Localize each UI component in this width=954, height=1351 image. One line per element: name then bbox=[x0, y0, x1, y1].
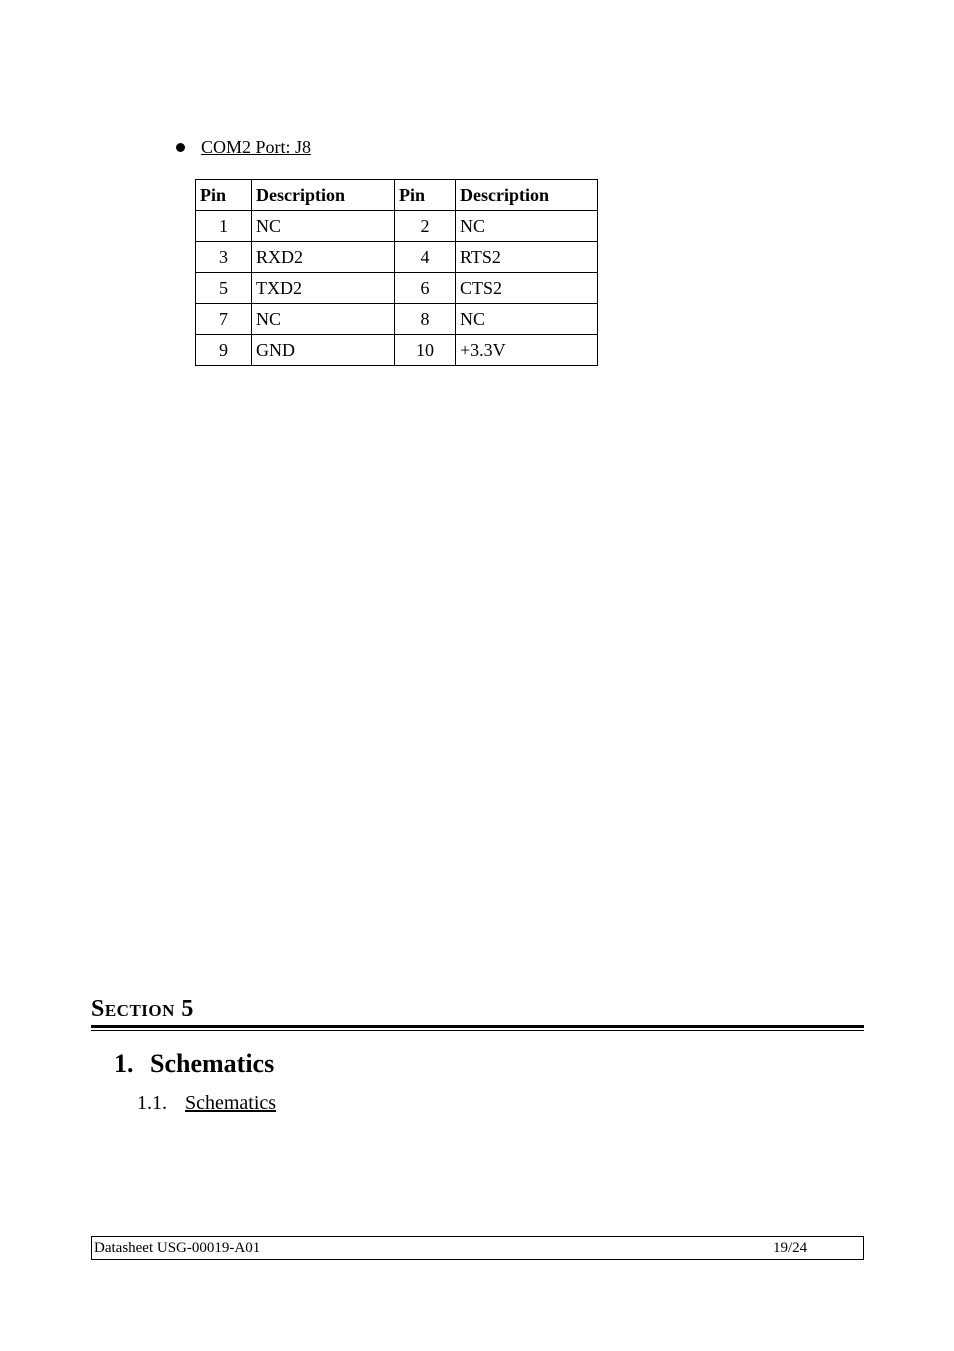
pin-cell: 4 bbox=[395, 242, 456, 273]
section-rule-thin bbox=[91, 1030, 864, 1031]
footer-page-number: 19/24 bbox=[773, 1240, 808, 1256]
description-cell: TXD2 bbox=[252, 273, 395, 304]
description-cell: +3.3V bbox=[456, 335, 598, 366]
section-label: Section 5 bbox=[91, 996, 194, 1022]
heading-level-1 bbox=[114, 1048, 274, 1080]
footer-doc-id: Datasheet USG-00019-A01 bbox=[94, 1240, 261, 1256]
bullet-icon bbox=[176, 143, 185, 152]
pin-cell: 9 bbox=[196, 335, 252, 366]
heading-level-2 bbox=[137, 1090, 276, 1116]
description-cell: RXD2 bbox=[252, 242, 395, 273]
section-rule-thick bbox=[91, 1025, 864, 1028]
pin-cell: 6 bbox=[395, 273, 456, 304]
table-row bbox=[196, 211, 598, 242]
header-description-2: Description bbox=[456, 180, 598, 211]
table-row bbox=[196, 304, 598, 335]
description-cell: CTS2 bbox=[456, 273, 598, 304]
pin-cell: 5 bbox=[196, 273, 252, 304]
pin-cell: 1 bbox=[196, 211, 252, 242]
bullet-item-com2 bbox=[176, 135, 311, 159]
pin-cell: 8 bbox=[395, 304, 456, 335]
header-pin-2: Pin bbox=[395, 180, 456, 211]
pin-cell: 2 bbox=[395, 211, 456, 242]
header-description-1: Description bbox=[252, 180, 395, 211]
table-row bbox=[196, 273, 598, 304]
description-cell: GND bbox=[252, 335, 395, 366]
description-cell: NC bbox=[252, 211, 395, 242]
heading2-number: 1.1. bbox=[137, 1092, 167, 1114]
description-cell: NC bbox=[252, 304, 395, 335]
description-cell: NC bbox=[456, 304, 598, 335]
pin-cell: 3 bbox=[196, 242, 252, 273]
heading1-title: Schematics bbox=[150, 1049, 275, 1078]
table-row bbox=[196, 242, 598, 273]
pin-table bbox=[195, 179, 598, 366]
bullet-text: COM2 Port: J8 bbox=[201, 137, 312, 157]
description-cell: RTS2 bbox=[456, 242, 598, 273]
table-row bbox=[196, 335, 598, 366]
pin-cell: 7 bbox=[196, 304, 252, 335]
pin-cell: 10 bbox=[395, 335, 456, 366]
header-pin-1: Pin bbox=[196, 180, 252, 211]
heading1-number: 1. bbox=[114, 1049, 134, 1078]
page-footer bbox=[91, 1236, 864, 1260]
table-header-row bbox=[196, 180, 598, 211]
heading2-title: Schematics bbox=[185, 1092, 277, 1114]
description-cell: NC bbox=[456, 211, 598, 242]
